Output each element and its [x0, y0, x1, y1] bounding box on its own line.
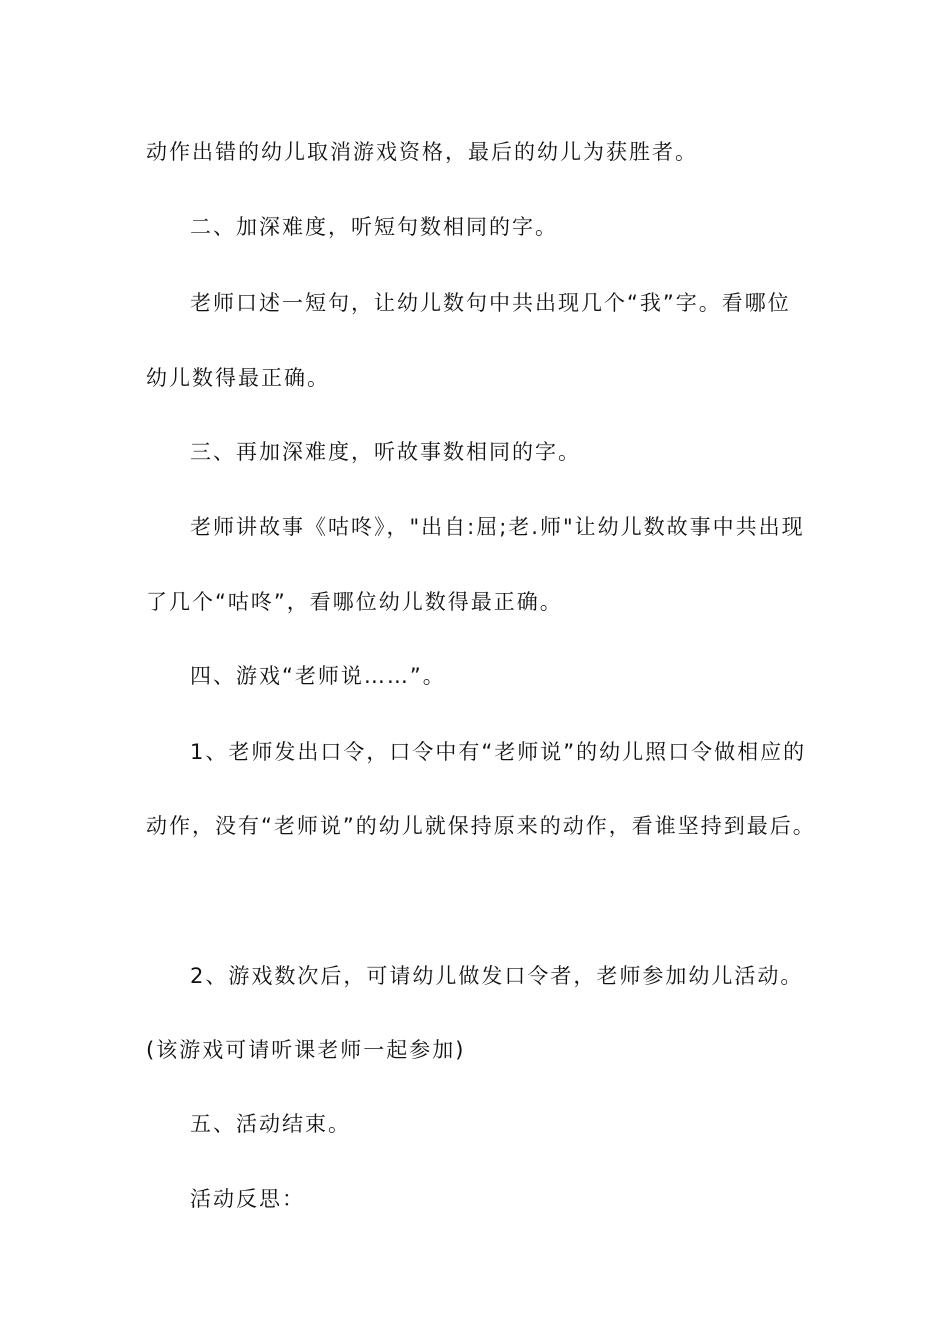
- section-heading-4: 四、游戏“老师说……”。: [190, 664, 446, 688]
- paragraph-line-7: 了几个“咕咚”，看哪位幼儿数得最正确。: [146, 590, 563, 614]
- paragraph-line-4: 幼儿数得最正确。: [146, 366, 330, 390]
- section-heading-3: 三、再加深难度，听故事数相同的字。: [190, 440, 581, 464]
- paragraph-line-3: 老师口述一短句，让幼儿数句中共出现几个“我”字。看哪位: [190, 291, 791, 315]
- paragraph-line-1: 动作出错的幼儿取消游戏资格，最后的幼儿为获胜者。: [146, 140, 698, 164]
- section-heading-2: 二、加深难度，听短句数相同的字。: [190, 215, 558, 239]
- paragraph-line-6: 老师讲故事《咕咚》，"出自:屈;老.师"让幼儿数故事中共出现: [190, 515, 805, 539]
- list-item-1-line-1: 1、老师发出口令，口令中有“老师说”的幼儿照口令做相应的: [190, 740, 807, 764]
- list-item-1-line-2: 动作，没有“老师说”的幼儿就保持原来的动作，看谁坚持到最后。: [146, 814, 816, 838]
- section-heading-5: 五、活动结束。: [190, 1112, 351, 1136]
- reflection-heading: 活动反思：: [190, 1187, 305, 1211]
- list-item-2: 2、游戏数次后，可请幼儿做发口令者，老师参加幼儿活动。: [190, 964, 804, 988]
- parenthetical-note: (该游戏可请听课老师一起参加): [146, 1038, 466, 1062]
